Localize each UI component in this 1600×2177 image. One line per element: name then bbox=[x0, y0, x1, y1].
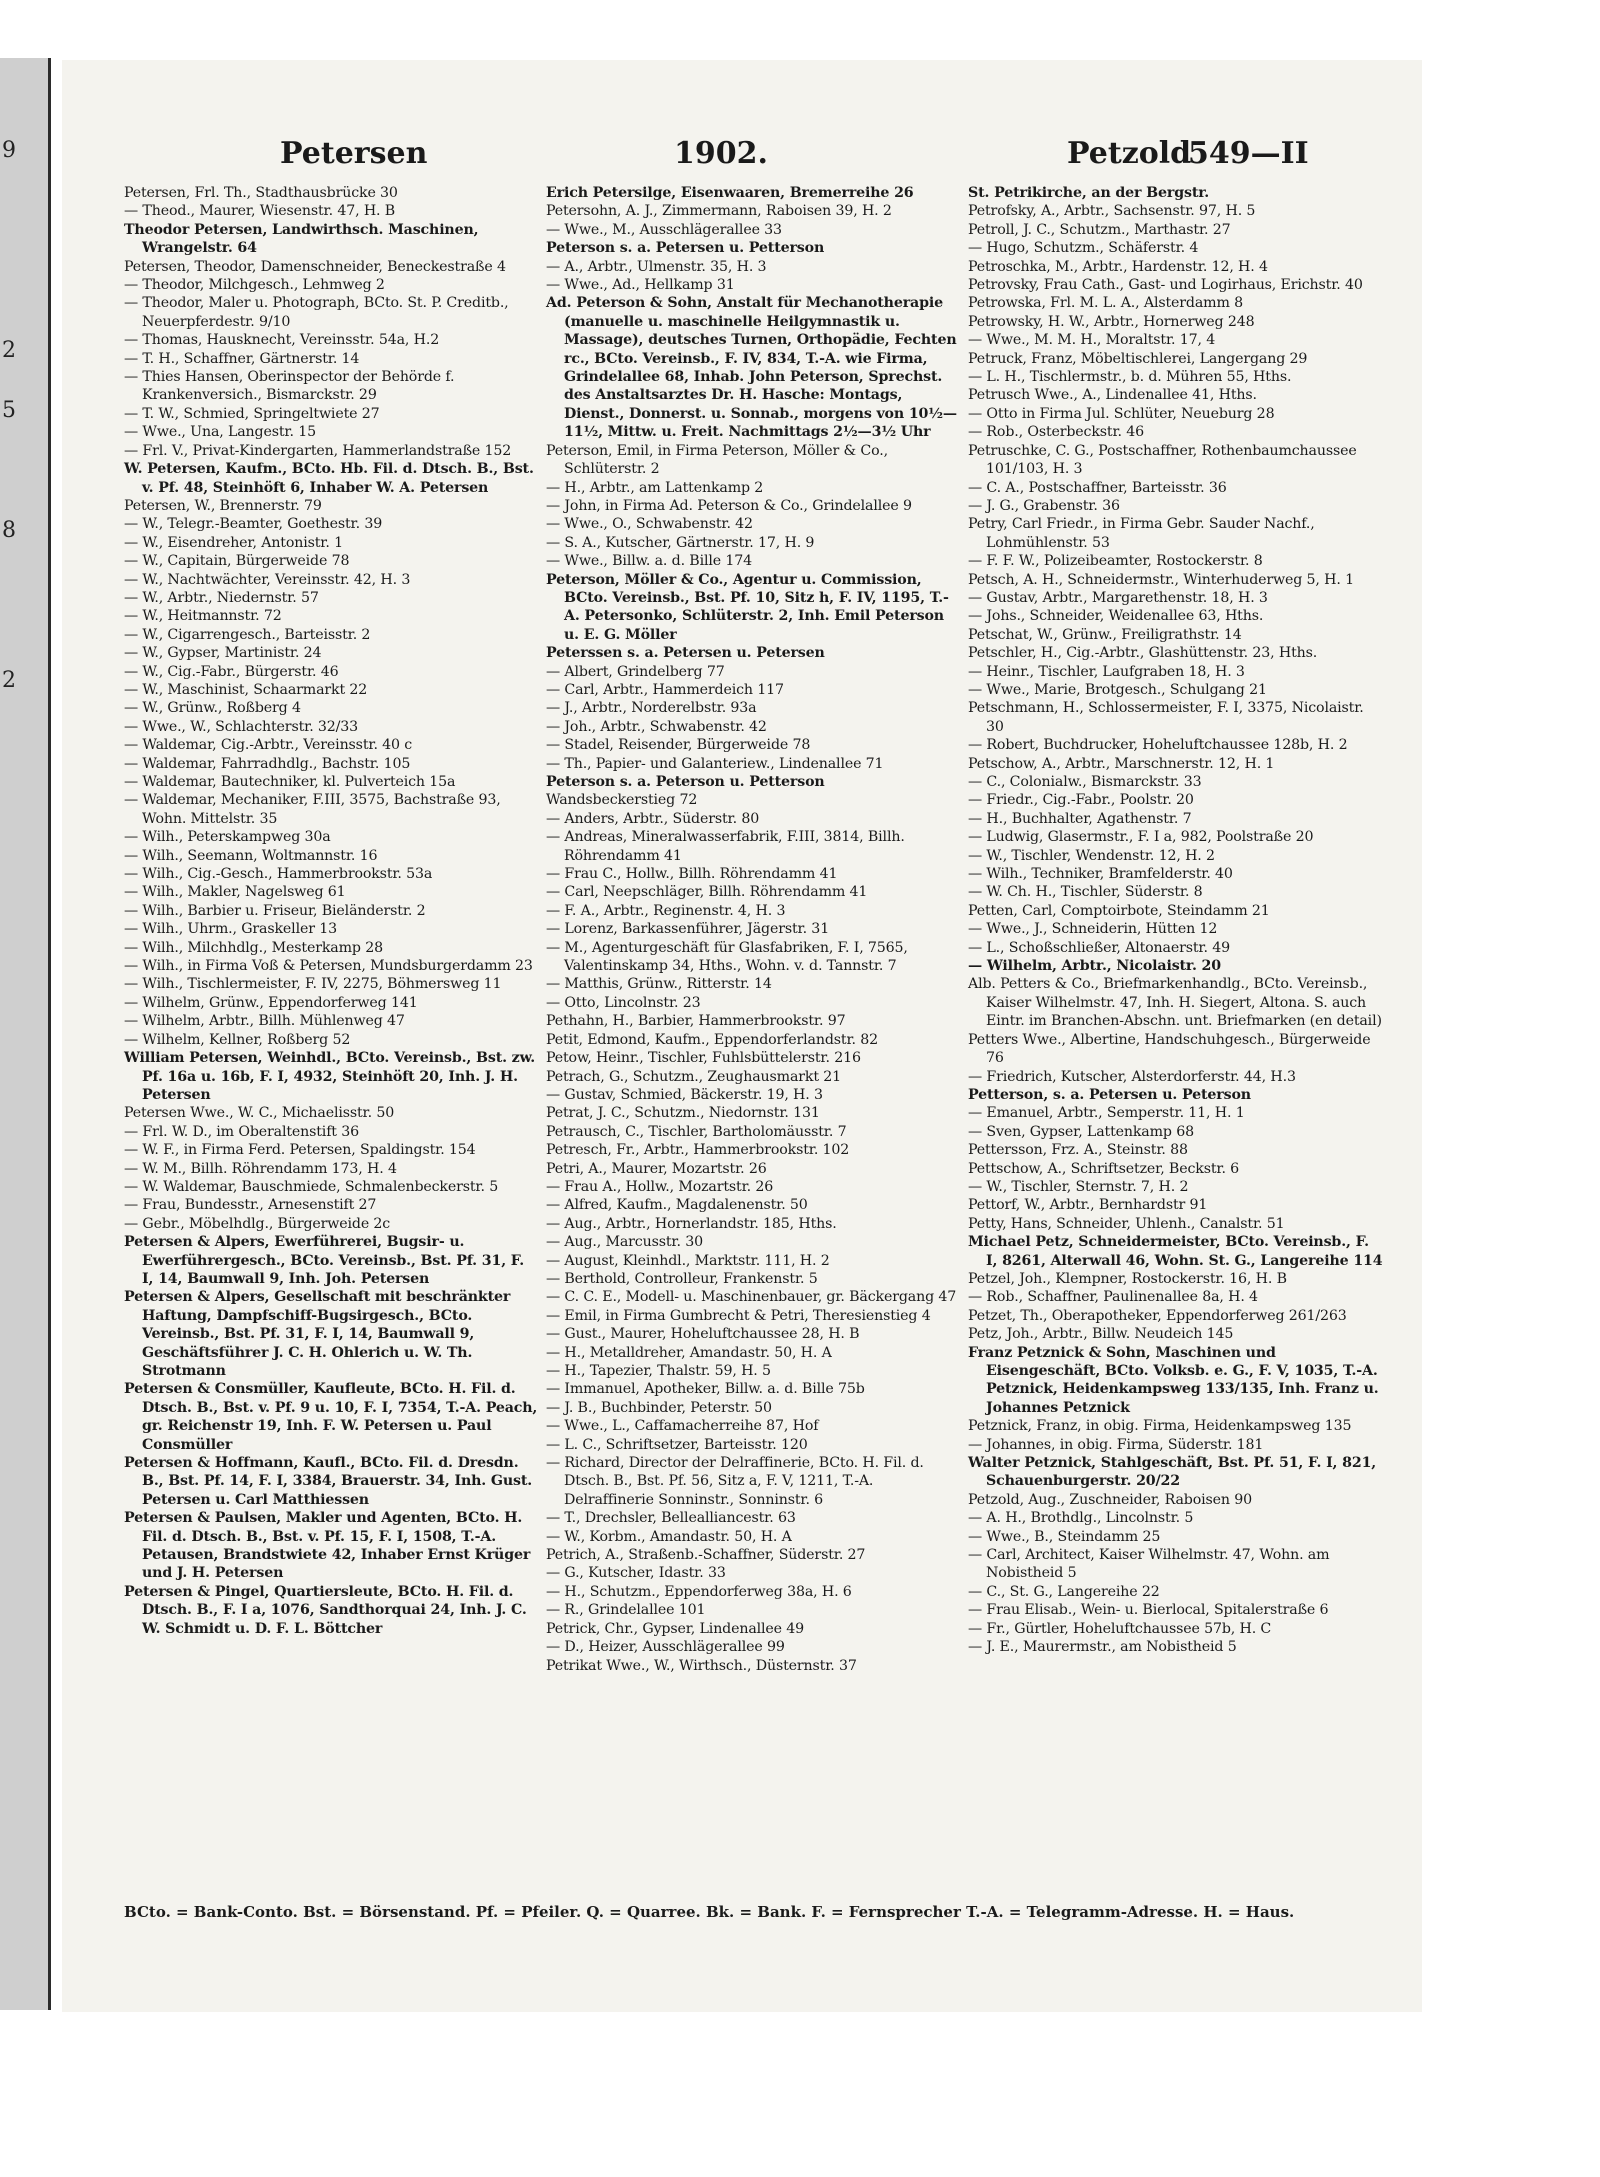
column-3 bbox=[968, 184, 1384, 1675]
directory-entry: Petsch, A. H., Schneidermstr., Winterhuderweg 5, H. 1 bbox=[968, 571, 1354, 588]
directory-entry: — Frau, Bundesstr., Arnesenstift 27 bbox=[124, 1197, 377, 1214]
directory-entry: — H., Metalldreher, Amandastr. 50, H. A bbox=[546, 1344, 832, 1361]
directory-entry: — Friedr., Cig.-Fabr., Poolstr. 20 bbox=[968, 792, 1194, 809]
directory-entry: — Frl. W. D., im Oberaltenstift 36 bbox=[124, 1123, 359, 1140]
directory-entry: Peterson s. a. Peterson u. Petterson bbox=[546, 774, 825, 790]
directory-entry: — Rob., Schaffner, Paulinenallee 8a, H. 4 bbox=[968, 1289, 1258, 1306]
directory-entry: Petrofsky, A., Arbtr., Sachsenstr. 97, H. 5 bbox=[968, 203, 1256, 220]
directory-entry: — W., Nachtwächter, Vereinsstr. 42, H. 3 bbox=[124, 571, 411, 588]
directory-entry: Peterson, Emil, in Firma Peterson, Möller & Co., Schlüterstr. 2 bbox=[546, 442, 888, 478]
directory-entry: Petty, Hans, Schneider, Uhlenh., Canalstr. 51 bbox=[968, 1215, 1285, 1232]
directory-entry: Wandsbeckerstieg 72 bbox=[546, 792, 698, 809]
directory-entry: Petresch, Fr., Arbtr., Hammerbrookstr. 102 bbox=[546, 1142, 850, 1159]
directory-entry: — Wilhelm, Arbtr., Billh. Mühlenweg 47 bbox=[124, 1013, 405, 1030]
directory-entry: — Friedrich, Kutscher, Alsterdorferstr. 44, H.3 bbox=[968, 1068, 1296, 1085]
directory-entry: — Frau A., Hollw., Mozartstr. 26 bbox=[546, 1178, 774, 1195]
directory-entry: — Ludwig, Glasermstr., F. I a, 982, Poolstraße 20 bbox=[968, 829, 1314, 846]
directory-entry: Michael Petz, Schneidermeister, BCto. Vereinsb., F. I, 8261, Alterwall 46, Wohn. St. G., Langereihe 114 bbox=[968, 1234, 1383, 1269]
directory-entry: Petersen & Hoffmann, Kaufl., BCto. Fil. d. Dresdn. B., Bst. Pf. 14, F. I, 3384, Brauerstr. 34, Inh. Gust. Petersen u. Carl Matthiessen bbox=[124, 1455, 533, 1508]
directory-entry: — Albert, Grindelberg 77 bbox=[546, 663, 725, 680]
directory-entry: — Wwe., Ad., Hellkamp 31 bbox=[546, 277, 735, 294]
directory-entry: — G., Kutscher, Idastr. 33 bbox=[546, 1565, 726, 1582]
directory-entry: — L., Schoßschließer, Altonaerstr. 49 bbox=[968, 939, 1230, 956]
directory-entry: — H., Tapezier, Thalstr. 59, H. 5 bbox=[546, 1363, 771, 1379]
directory-entry: — Wilh., Barbier u. Friseur, Bieländerstr. 2 bbox=[124, 902, 426, 919]
directory-entry: — Joh., Arbtr., Schwabenstr. 42 bbox=[546, 718, 767, 735]
directory-entry: — W., Grünw., Roßberg 4 bbox=[124, 700, 301, 717]
directory-entry: Petit, Edmond, Kaufm., Eppendorferlandstr. 82 bbox=[546, 1031, 878, 1048]
directory-entry: — Carl, Arbtr., Hammerdeich 117 bbox=[546, 681, 784, 698]
directory-entry: — C., St. G., Langereihe 22 bbox=[968, 1583, 1160, 1600]
directory-entry: Alb. Petters & Co., Briefmarkenhandlg., BCto. Vereinsb., Kaiser Wilhelmstr. 47, Inh. H. Siegert, Altona. S. auch Eintr. im Branchen-Abschn. unt. Briefmarken (en detail) bbox=[968, 976, 1382, 1030]
previous-page-edge bbox=[0, 58, 51, 2010]
directory-entry: — Theodor, Maler u. Photograph, BCto. St. P. Creditb., Neuerpferdestr. 9/10 bbox=[124, 295, 509, 330]
directory-entry: Pettersson, Frz. A., Steinstr. 88 bbox=[968, 1142, 1188, 1159]
directory-entry: — Johs., Schneider, Weidenallee 63, Hths. bbox=[968, 608, 1264, 625]
directory-entry: — Alfred, Kaufm., Magdalenenstr. 50 bbox=[546, 1197, 808, 1214]
directory-entry: — Thies Hansen, Oberinspector der Behörde f. Krankenversich., Bismarckstr. 29 bbox=[124, 369, 455, 404]
directory-entry: Petz, Joh., Arbtr., Billw. Neudeich 145 bbox=[968, 1326, 1234, 1343]
column-1 bbox=[124, 184, 540, 1675]
directory-entry: — W., Tischler, Wendenstr. 12, H. 2 bbox=[968, 847, 1215, 864]
directory-entry: Petersen & Alpers, Ewerführerei, Bugsir- u. Ewerführergesch., BCto. Vereinsb., Bst. Pf. 31, F. I, 14, Baumwall 9, Inh. Joh. Petersen bbox=[124, 1234, 525, 1287]
directory-entry: — W., Maschinist, Schaarmarkt 22 bbox=[124, 681, 368, 698]
directory-entry: — Johannes, in obig. Firma, Süderstr. 181 bbox=[968, 1436, 1264, 1453]
directory-entry: Petrich, A., Straßenb.-Schaffner, Süderstr. 27 bbox=[546, 1547, 866, 1564]
directory-entry: — T. W., Schmied, Springeltwiete 27 bbox=[124, 405, 380, 422]
directory-entry: — Wwe., W., Schlachterstr. 32/33 bbox=[124, 718, 359, 735]
directory-entry: — Aug., Marcusstr. 30 bbox=[546, 1234, 703, 1251]
directory-entry: Petzel, Joh., Klempner, Rostockerstr. 16, H. B bbox=[968, 1270, 1287, 1287]
directory-entry: — Aug., Arbtr., Hornerlandstr. 185, Hths. bbox=[546, 1215, 837, 1232]
directory-entry: Petten, Carl, Comptoirbote, Steindamm 21 bbox=[968, 902, 1270, 919]
directory-entry: William Petersen, Weinhdl., BCto. Vereinsb., Bst. zw. Pf. 16a u. 16b, F. I, 4932, Steinhöft 20, Inh. J. H. Petersen bbox=[124, 1050, 536, 1103]
directory-entry: Pethahn, H., Barbier, Hammerbrookstr. 97 bbox=[546, 1013, 846, 1030]
directory-entry: — A. H., Brothdlg., Lincolnstr. 5 bbox=[968, 1510, 1194, 1527]
directory-entry: — C. A., Postschaffner, Barteisstr. 36 bbox=[968, 479, 1227, 496]
directory-entry: — Rob., Osterbeckstr. 46 bbox=[968, 424, 1145, 441]
directory-entry: — D., Heizer, Ausschlägerallee 99 bbox=[546, 1639, 785, 1656]
directory-entry: — Wilh., Peterskampweg 30a bbox=[124, 829, 331, 846]
directory-entry: — Theod., Maurer, Wiesenstr. 47, H. B bbox=[124, 203, 396, 220]
directory-entry: — Otto in Firma Jul. Schlüter, Neueburg 28 bbox=[968, 405, 1275, 422]
directory-entry: Ad. Peterson & Sohn, Anstalt für Mechanotherapie (manuelle u. maschinelle Heilgymnastik u. Massage), deutsches Turnen, Orthopädie, Fechten rc., BCto. Vereinsb., F. IV, 834, T.-A. wie Firma, Grindelallee 68, Inhab. John Peterson, Sprechst. des Anstaltsarztes Dr. H. Hasche: Montags, Dienst., Donnerst. u. Sonnab., morgens von 10½—11½, Mittw. u. Freit. Nachmittags 2½—3½ Uhr bbox=[546, 295, 957, 441]
directory-entry: — Wwe., Una, Langestr. 15 bbox=[124, 424, 316, 441]
directory-entry: Petterson, s. a. Petersen u. Peterson bbox=[968, 1086, 1251, 1103]
directory-entry: Erich Petersilge, Eisenwaaren, Bremerreihe 26 bbox=[546, 185, 914, 201]
directory-entry: — Wilh., Makler, Nagelsweg 61 bbox=[124, 884, 346, 901]
directory-entry: — M., Agenturgeschäft für Glasfabriken, F. I, 7565, Valentinskamp 34, Hths., Wohn. v. d. Tannstr. 7 bbox=[546, 939, 908, 975]
directory-entry: Petersohn, A. J., Zimmermann, Raboisen 39, H. 2 bbox=[546, 203, 892, 220]
edge-mark: 9 bbox=[2, 138, 16, 163]
directory-entry: Walter Petznick, Stahlgeschäft, Bst. Pf. 51, F. I, 821, Schauenburgerstr. 20/22 bbox=[968, 1455, 1377, 1490]
directory-entry: — W., Telegr.-Beamter, Goethestr. 39 bbox=[124, 516, 383, 533]
directory-entry: — Wilhelm, Grünw., Eppendorferweg 141 bbox=[124, 994, 418, 1011]
directory-entry: Peterson, Möller & Co., Agentur u. Commission, BCto. Vereinsb., Bst. Pf. 10, Sitz h, F. IV, 1195, T.-A. Petersonko, Schlüterstr. 2, Inh. Emil Peterson u. E. G. Möller bbox=[546, 571, 949, 643]
directory-entry: Petroschka, M., Arbtr., Hardenstr. 12, H. 4 bbox=[968, 258, 1268, 275]
directory-entry: — Wilh., Techniker, Bramfelderstr. 40 bbox=[968, 866, 1233, 883]
directory-entry: — W., Capitain, Bürgerweide 78 bbox=[124, 553, 350, 570]
directory-entry: — Gustav, Arbtr., Margarethenstr. 18, H. 3 bbox=[968, 589, 1268, 606]
directory-entry: — Wilh., Seemann, Woltmannstr. 16 bbox=[124, 847, 378, 864]
directory-entry: — L. C., Schriftsetzer, Barteisstr. 120 bbox=[546, 1436, 808, 1453]
directory-entry: — Frl. V., Privat-Kindergarten, Hammerlandstraße 152 bbox=[124, 442, 512, 459]
directory-entry: Petrat, J. C., Schutzm., Niedornstr. 131 bbox=[546, 1105, 820, 1122]
directory-entry: — Wilh., in Firma Voß & Petersen, Mundsburgerdamm 23 bbox=[124, 958, 533, 975]
column-2 bbox=[546, 184, 962, 1675]
directory-entry: — Richard, Director der Delraffinerie, BCto. H. Fil. d. Dtsch. B., Bst. Pf. 56, Sitz a, F. V, 1211, T.-A. Delraffinerie Sonninstr., Sonninstr. 6 bbox=[546, 1455, 924, 1508]
directory-entry: — W., Gypser, Martinistr. 24 bbox=[124, 645, 322, 662]
directory-entry: — W., Tischler, Sternstr. 7, H. 2 bbox=[968, 1178, 1189, 1195]
directory-entry: Petersen Wwe., W. C., Michaelisstr. 50 bbox=[124, 1105, 395, 1122]
directory-entry: — Sven, Gypser, Lattenkamp 68 bbox=[968, 1123, 1194, 1140]
directory-entry: Petersen & Consmüller, Kaufleute, BCto. H. Fil. d. Dtsch. B., Bst. v. Pf. 9 u. 10, F. I, 7354, T.-A. Peach, gr. Reichenstr 19, Inh. F. W. Petersen u. Paul Consmüller bbox=[124, 1381, 538, 1453]
directory-entry: — Matthis, Grünw., Ritterstr. 14 bbox=[546, 976, 772, 993]
directory-entry: — Heinr., Tischler, Laufgraben 18, H. 3 bbox=[968, 663, 1245, 680]
directory-entry: Petters Wwe., Albertine, Handschuhgesch., Bürgerweide 76 bbox=[968, 1031, 1371, 1067]
header-last-name: Petzold bbox=[1067, 136, 1192, 171]
page-number: 549—II bbox=[1188, 136, 1309, 171]
directory-entry: Petersen & Alpers, Gesellschaft mit beschränkter Haftung, Dampfschiff-Bugsirgesch., BCto. Vereinsb., Bst. Pf. 31, F. I, 14, Baumwall 9, Geschäftsführer J. C. H. Ohlerich u. W. Th. Strotmann bbox=[124, 1289, 511, 1379]
directory-entry: — Wwe., M., Ausschlägerallee 33 bbox=[546, 221, 782, 238]
directory-entry: Petruschke, C. G., Postschaffner, Rothenbaumchaussee 101/103, H. 3 bbox=[968, 442, 1357, 478]
directory-entry: — Otto, Lincolnstr. 23 bbox=[546, 994, 701, 1011]
directory-entry: Franz Petznick & Sohn, Maschinen und Eisengeschäft, BCto. Volksb. e. G., F. V, 1035, T.-A. Petznick, Heidenkampsweg 133/135, Inh. Franz u. Johannes Petznick bbox=[968, 1344, 1379, 1416]
directory-entry: — H., Schutzm., Eppendorferweg 38a, H. 6 bbox=[546, 1583, 852, 1600]
directory-entry: — Gust., Maurer, Hoheluftchaussee 28, H. B bbox=[546, 1326, 860, 1343]
directory-entry: Petrusch Wwe., A., Lindenallee 41, Hths. bbox=[968, 387, 1257, 404]
directory-entry: — Fr., Gürtler, Hoheluftchaussee 57b, H. C bbox=[968, 1620, 1272, 1637]
directory-entry: Peterssen s. a. Petersen u. Petersen bbox=[546, 645, 825, 662]
directory-entry: — Th., Papier- und Galanteriew., Lindenallee 71 bbox=[546, 755, 884, 772]
directory-entry: Petersen & Paulsen, Makler und Agenten, BCto. H. Fil. d. Dtsch. B., Bst. v. Pf. 15, F. I, 1508, T.-A. Petausen, Brandstwiete 42, Inhaber Ernst Krüger und J. H. Petersen bbox=[124, 1510, 531, 1582]
directory-entry: — Frau C., Hollw., Billh. Röhrendamm 41 bbox=[546, 866, 838, 883]
directory-entry: Petrausch, C., Tischler, Bartholomäusstr. 7 bbox=[546, 1123, 847, 1140]
directory-entry: Petrovsky, Frau Cath., Gast- und Logirhaus, Erichstr. 40 bbox=[968, 277, 1363, 294]
directory-entry: Petrowska, Frl. M. L. A., Alsterdamm 8 bbox=[968, 295, 1244, 312]
abbreviation-legend: BCto. = Bank-Conto. Bst. = Börsenstand. Pf. = Pfeiler. Q. = Quarree. Bk. = Bank. F. = Fernsprecher T.-A. = Telegramm-Adresse. H. = Haus. bbox=[124, 1903, 1295, 1921]
directory-entry: — J. E., Maurermstr., am Nobistheid 5 bbox=[968, 1639, 1237, 1656]
directory-entry: — C. C. E., Modell- u. Maschinenbauer, gr. Bäckergang 47 bbox=[546, 1289, 957, 1306]
running-header bbox=[62, 136, 1422, 180]
directory-entry: — Andreas, Mineralwasserfabrik, F.III, 3814, Billh. Röhrendamm 41 bbox=[546, 829, 905, 864]
directory-page bbox=[62, 60, 1422, 2012]
directory-entry: — J. G., Grabenstr. 36 bbox=[968, 497, 1120, 514]
directory-entry: — Immanuel, Apotheker, Billw. a. d. Bille 75b bbox=[546, 1381, 865, 1398]
directory-entry: — L. H., Tischlermstr., b. d. Mühren 55, Hths. bbox=[968, 369, 1292, 386]
edge-mark: 5 bbox=[2, 398, 16, 423]
directory-entry: — Wwe., L., Caffamacherreihe 87, Hof bbox=[546, 1418, 819, 1435]
directory-entry: — Wwe., Marie, Brotgesch., Schulgang 21 bbox=[968, 681, 1267, 698]
directory-entry: — Waldemar, Mechaniker, F.III, 3575, Bachstraße 93, Wohn. Mittelstr. 35 bbox=[124, 792, 501, 827]
directory-entry: Peterson s. a. Petersen u. Petterson bbox=[546, 240, 825, 257]
directory-entry: Petschow, A., Arbtr., Marschnerstr. 12, H. 1 bbox=[968, 755, 1275, 772]
directory-entry: Petznick, Franz, in obig. Firma, Heidenkampsweg 135 bbox=[968, 1418, 1352, 1435]
directory-entry: Petersen, Frl. Th., Stadthausbrücke 30 bbox=[124, 185, 398, 201]
directory-entry: — Wwe., J., Schneiderin, Hütten 12 bbox=[968, 921, 1218, 938]
directory-entry: Petersen, W., Brennerstr. 79 bbox=[124, 497, 322, 514]
directory-entry: — Wilh., Uhrm., Graskeller 13 bbox=[124, 921, 337, 938]
directory-entry: — T., Drechsler, Bellealliancestr. 63 bbox=[546, 1510, 796, 1527]
directory-entry: — T. H., Schaffner, Gärtnerstr. 14 bbox=[124, 350, 360, 367]
directory-entry: — Wilh., Cig.-Gesch., Hammerbrookstr. 53a bbox=[124, 866, 433, 883]
directory-entry: — Anders, Arbtr., Süderstr. 80 bbox=[546, 810, 760, 827]
edge-mark: 8 bbox=[2, 518, 16, 543]
directory-entry: — W., Heitmannstr. 72 bbox=[124, 608, 282, 625]
directory-entry: Theodor Petersen, Landwirthsch. Maschinen, Wrangelstr. 64 bbox=[124, 221, 479, 257]
directory-entry: Petersen & Pingel, Quartiersleute, BCto. H. Fil. d. Dtsch. B., F. I a, 1076, Sandthorquai 24, Inh. J. C. W. Schmidt u. D. F. L. Böttcher bbox=[124, 1583, 527, 1637]
directory-entry: Petersen, Theodor, Damenschneider, Beneckestraße 4 bbox=[124, 258, 506, 275]
directory-entry: Petschat, W., Grünw., Freiligrathstr. 14 bbox=[968, 626, 1242, 643]
directory-entry: — H., Buchhalter, Agathenstr. 7 bbox=[968, 810, 1192, 827]
edge-mark: 2 bbox=[2, 338, 16, 363]
directory-entry: — J., Arbtr., Norderelbstr. 93a bbox=[546, 700, 757, 717]
directory-entry: — W., Eisendreher, Antonistr. 1 bbox=[124, 534, 343, 551]
directory-entry: Petzold, Aug., Zuschneider, Raboisen 90 bbox=[968, 1491, 1252, 1508]
directory-columns bbox=[124, 184, 1384, 1675]
directory-entry: — Wwe., O., Schwabenstr. 42 bbox=[546, 516, 753, 533]
directory-entry: — C., Colonialw., Bismarckstr. 33 bbox=[968, 774, 1202, 790]
directory-entry: — H., Arbtr., am Lattenkamp 2 bbox=[546, 479, 764, 496]
directory-entry: Petrach, G., Schutzm., Zeughausmarkt 21 bbox=[546, 1068, 841, 1085]
directory-entry: — August, Kleinhdl., Marktstr. 111, H. 2 bbox=[546, 1252, 830, 1269]
directory-entry: — J. B., Buchbinder, Peterstr. 50 bbox=[546, 1399, 772, 1416]
directory-entry: Petrick, Chr., Gypser, Lindenallee 49 bbox=[546, 1620, 805, 1637]
directory-entry: — Berthold, Controlleur, Frankenstr. 5 bbox=[546, 1270, 818, 1287]
directory-entry: Petschmann, H., Schlossermeister, F. I, 3375, Nicolaistr. 30 bbox=[968, 700, 1364, 735]
directory-entry: Petrowsky, H. W., Arbtr., Hornerweg 248 bbox=[968, 313, 1255, 330]
directory-entry: — W., Cigarrengesch., Barteisstr. 2 bbox=[124, 626, 371, 643]
directory-entry: Petri, A., Maurer, Mozartstr. 26 bbox=[546, 1160, 767, 1177]
directory-entry: — W. M., Billh. Röhrendamm 173, H. 4 bbox=[124, 1160, 397, 1177]
directory-entry: — Frau Elisab., Wein- u. Bierlocal, Spitalerstraße 6 bbox=[968, 1602, 1329, 1619]
directory-entry: — F. A., Arbtr., Reginenstr. 4, H. 3 bbox=[546, 902, 786, 919]
directory-entry: Petrikat Wwe., W., Wirthsch., Düsternstr. 37 bbox=[546, 1657, 857, 1674]
directory-entry: Pettschow, A., Schriftsetzer, Beckstr. 6 bbox=[968, 1160, 1240, 1177]
directory-entry: — Carl, Neepschläger, Billh. Röhrendamm 41 bbox=[546, 884, 868, 901]
directory-entry: — W. Waldemar, Bauschmiede, Schmalenbeckerstr. 5 bbox=[124, 1178, 499, 1195]
directory-entry: — Wilhelm, Kellner, Roßberg 52 bbox=[124, 1031, 351, 1048]
directory-entry: — Wilhelm, Arbtr., Nicolaistr. 20 bbox=[968, 958, 1221, 975]
directory-entry: Petroll, J. C., Schutzm., Marthastr. 27 bbox=[968, 221, 1231, 238]
directory-entry: — F. F. W., Polizeibeamter, Rostockerstr. 8 bbox=[968, 553, 1263, 570]
directory-entry: — Wwe., Billw. a. d. Bille 174 bbox=[546, 553, 752, 570]
directory-entry: — Robert, Buchdrucker, Hoheluftchaussee 128b, H. 2 bbox=[968, 737, 1348, 754]
directory-entry: — Emanuel, Arbtr., Semperstr. 11, H. 1 bbox=[968, 1105, 1245, 1122]
directory-entry: — W., Cig.-Fabr., Bürgerstr. 46 bbox=[124, 663, 339, 680]
directory-entry: — Waldemar, Fahrradhdlg., Bachstr. 105 bbox=[124, 755, 411, 772]
directory-entry: — S. A., Kutscher, Gärtnerstr. 17, H. 9 bbox=[546, 534, 815, 551]
directory-entry: W. Petersen, Kaufm., BCto. Hb. Fil. d. Dtsch. B., Bst. v. Pf. 48, Steinhöft 6, Inhaber W. A. Petersen bbox=[124, 461, 534, 496]
directory-entry: — Gebr., Möbelhdlg., Bürgerweide 2c bbox=[124, 1215, 391, 1232]
directory-entry: Petruck, Franz, Möbeltischlerei, Langergang 29 bbox=[968, 350, 1308, 367]
header-first-name: Petersen bbox=[280, 136, 428, 171]
directory-entry: — Emil, in Firma Gumbrecht & Petri, Theresienstieg 4 bbox=[546, 1307, 931, 1324]
directory-entry: — Stadel, Reisender, Bürgerweide 78 bbox=[546, 737, 811, 754]
directory-entry: Petry, Carl Friedr., in Firma Gebr. Sauder Nachf., Lohmühlenstr. 53 bbox=[968, 516, 1315, 551]
directory-entry: Pettorf, W., Arbtr., Bernhardstr 91 bbox=[968, 1197, 1208, 1214]
directory-entry: — Wilh., Tischlermeister, F. IV, 2275, Böhmersweg 11 bbox=[124, 976, 502, 993]
directory-entry: St. Petrikirche, an der Bergstr. bbox=[968, 185, 1210, 201]
directory-entry: Petzet, Th., Oberapotheker, Eppendorferweg 261/263 bbox=[968, 1307, 1347, 1324]
directory-entry: — A., Arbtr., Ulmenstr. 35, H. 3 bbox=[546, 258, 767, 275]
directory-entry: — Wilh., Milchhdlg., Mesterkamp 28 bbox=[124, 939, 383, 956]
directory-entry: — Theodor, Milchgesch., Lehmweg 2 bbox=[124, 277, 385, 294]
directory-entry: — Lorenz, Barkassenführer, Jägerstr. 31 bbox=[546, 921, 830, 938]
directory-entry: — Thomas, Hausknecht, Vereinsstr. 54a, H.2 bbox=[124, 332, 440, 349]
directory-entry: — W. Ch. H., Tischler, Süderstr. 8 bbox=[968, 884, 1203, 901]
directory-entry: — Carl, Architect, Kaiser Wilhelmstr. 47, Wohn. am Nobistheid 5 bbox=[968, 1547, 1330, 1582]
directory-entry: — R., Grindelallee 101 bbox=[546, 1602, 706, 1619]
directory-entry: Petschler, H., Cig.-Arbtr., Glashüttenstr. 23, Hths. bbox=[968, 645, 1318, 662]
header-year: 1902. bbox=[674, 136, 768, 171]
directory-entry: — Wwe., B., Steindamm 25 bbox=[968, 1528, 1161, 1545]
directory-entry: — W., Arbtr., Niedernstr. 57 bbox=[124, 589, 319, 606]
directory-entry: — Wwe., M. M. H., Moraltstr. 17, 4 bbox=[968, 332, 1216, 349]
directory-entry: — Waldemar, Cig.-Arbtr., Vereinsstr. 40 c bbox=[124, 737, 413, 754]
directory-entry: — W. F., in Firma Ferd. Petersen, Spaldingstr. 154 bbox=[124, 1142, 476, 1159]
directory-entry: Petow, Heinr., Tischler, Fuhlsbüttelerstr. 216 bbox=[546, 1050, 861, 1067]
directory-entry: — Gustav, Schmied, Bäckerstr. 19, H. 3 bbox=[546, 1086, 823, 1103]
directory-entry: — Hugo, Schutzm., Schäferstr. 4 bbox=[968, 240, 1199, 257]
directory-entry: — Waldemar, Bautechniker, kl. Pulverteich 15a bbox=[124, 774, 456, 790]
directory-entry: — John, in Firma Ad. Peterson & Co., Grindelallee 9 bbox=[546, 497, 912, 514]
edge-mark: 2 bbox=[2, 668, 16, 693]
directory-entry: — W., Korbm., Amandastr. 50, H. A bbox=[546, 1528, 792, 1545]
